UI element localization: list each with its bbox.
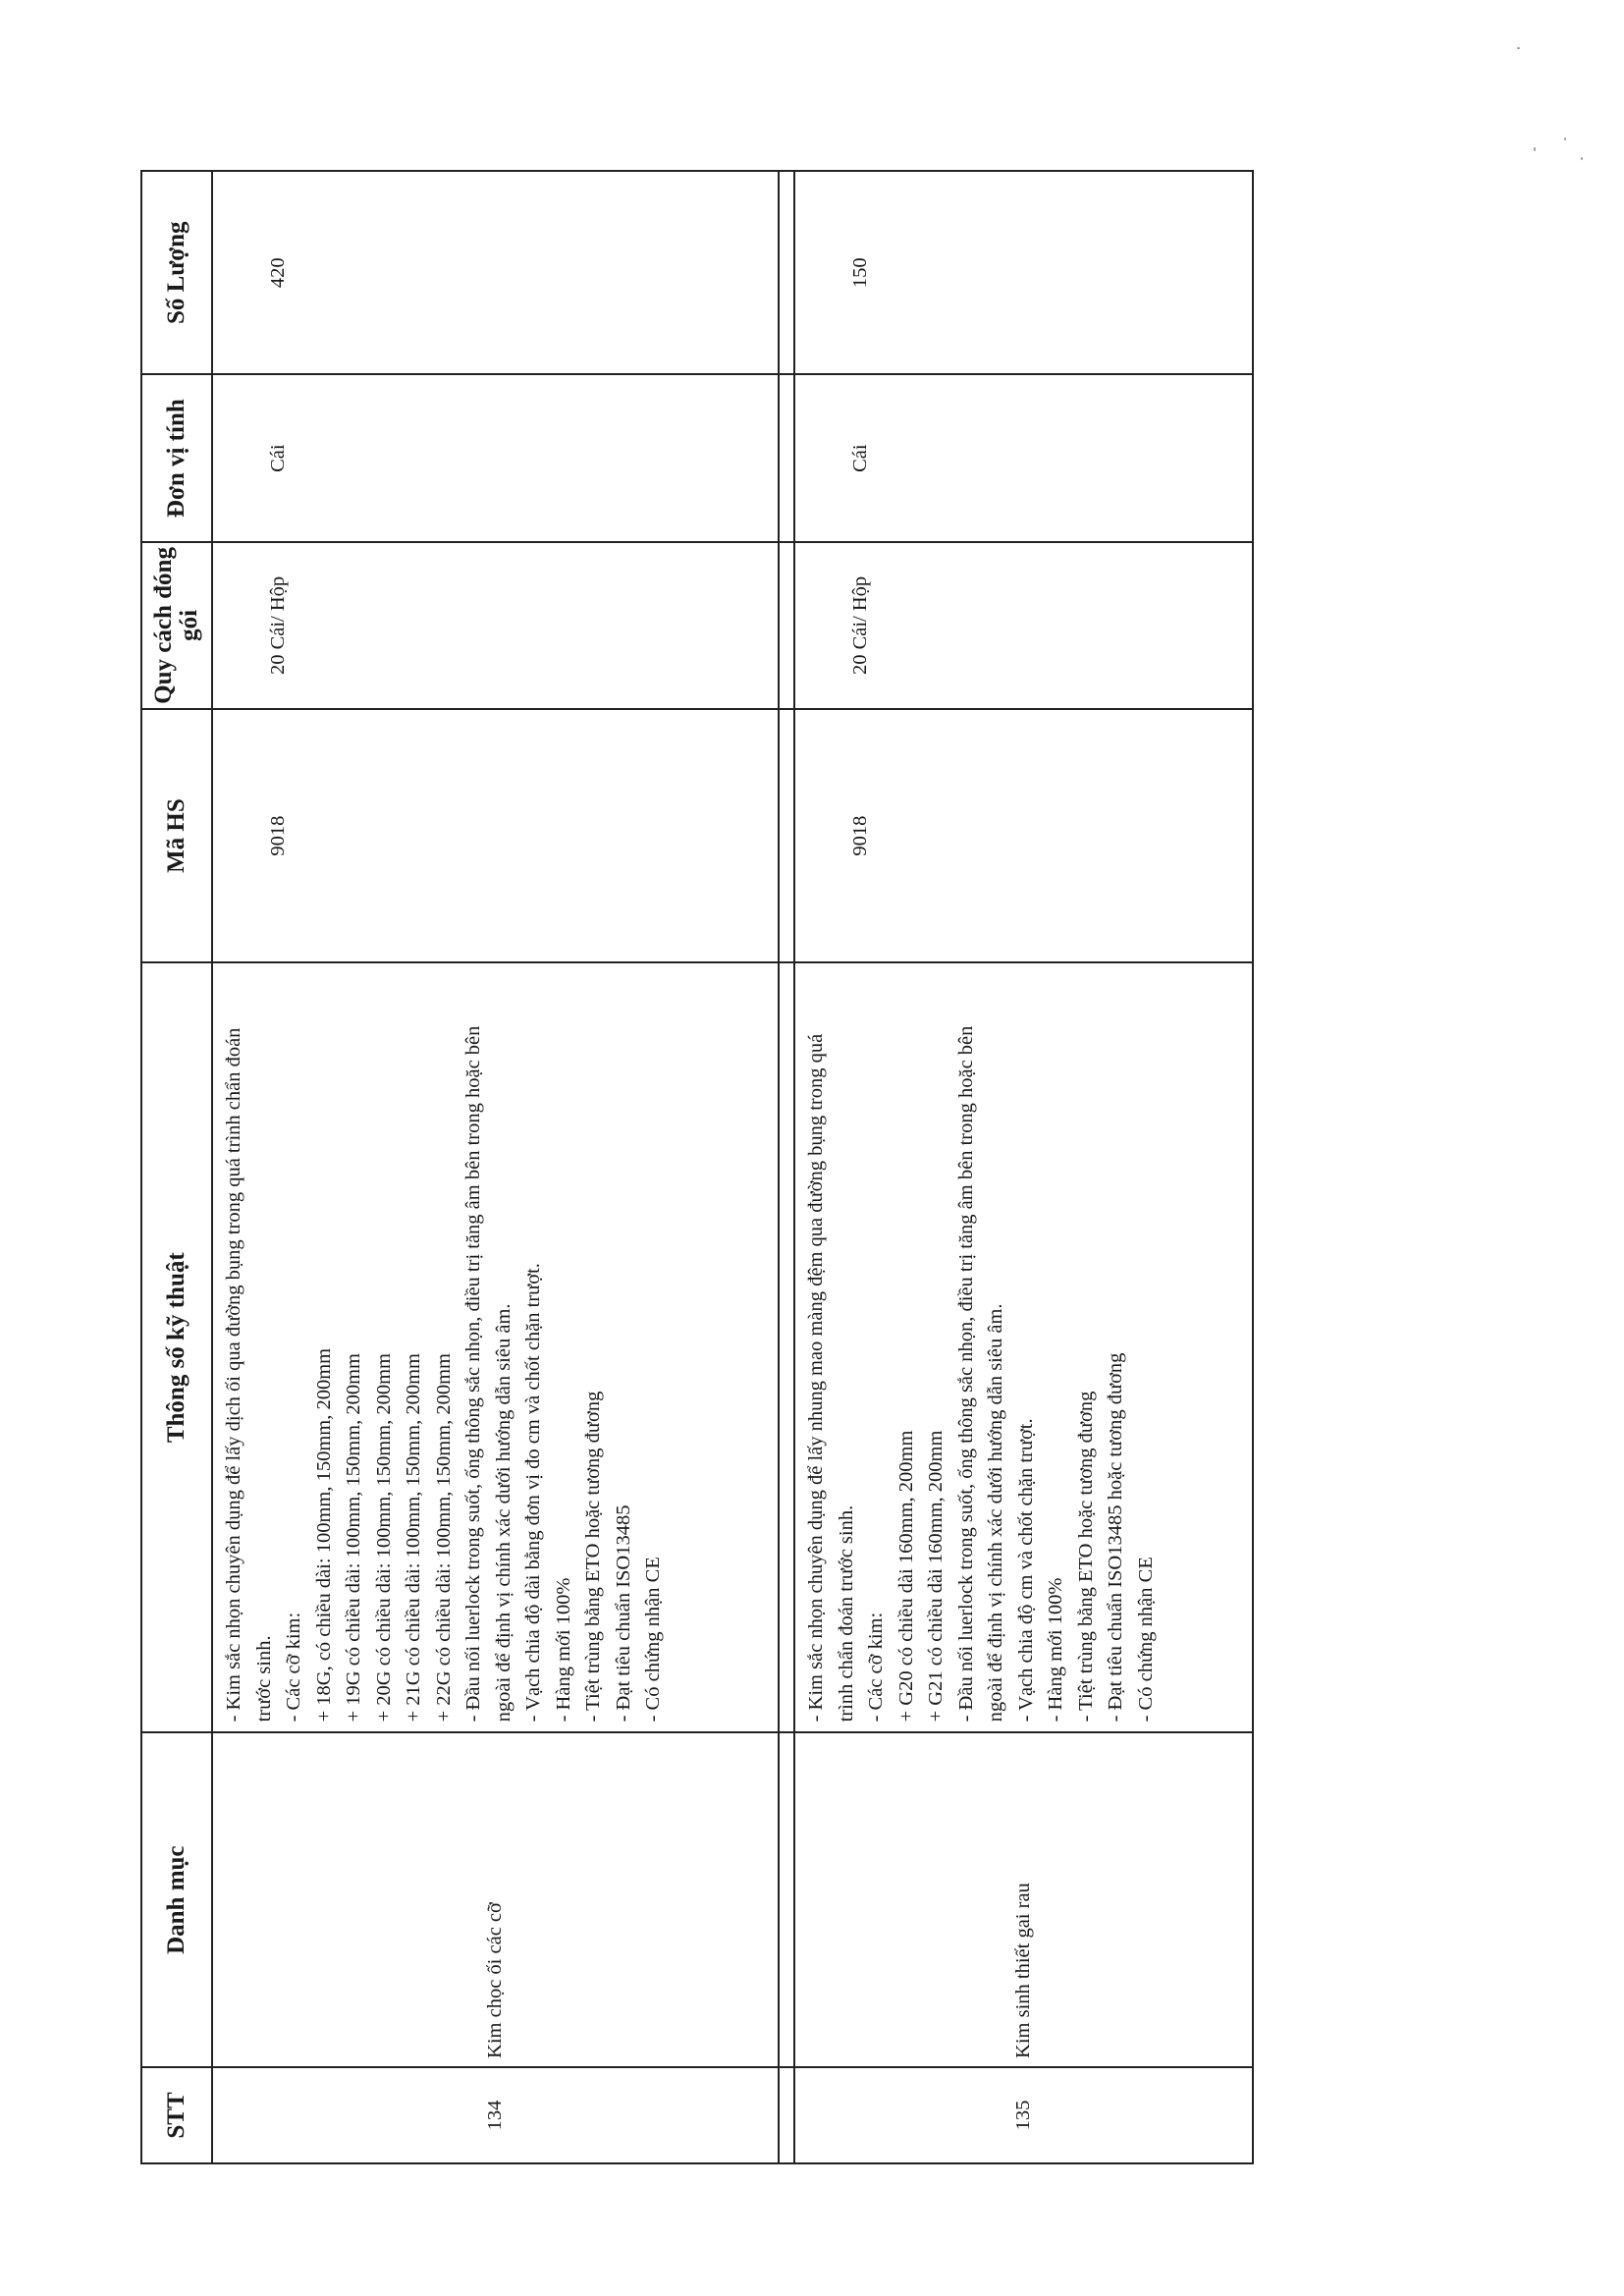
gap-cell	[779, 2067, 794, 2163]
spec-line: - Đầu nối luerlock trong suốt, ống thông sắc nhọn, điều trị tăng âm bên trong hoặc bên	[462, 1025, 484, 1722]
spec-table	[140, 170, 1254, 2164]
spec-line: - Tiệt trùng bằng ETO hoặc tương đương	[582, 1391, 604, 1722]
scan-speck	[1534, 147, 1536, 151]
scan-speck	[1517, 47, 1520, 49]
header-quantity: Số Lượng	[141, 171, 212, 375]
spec-line: + 20G có chiều dài: 100mm, 150mm, 200mm	[372, 1353, 395, 1722]
table-row	[212, 171, 779, 2163]
spec-line: - Có chứng nhận CE	[1134, 1557, 1157, 1722]
header-stt: STT	[141, 2067, 212, 2163]
gap-cell	[779, 962, 794, 1732]
spec-line: trước sinh.	[252, 1635, 275, 1722]
spec-line: - Kim sắc nhọn chuyên dụng để lấy nhung mao màng đệm qua đường bụng trong quá	[805, 1033, 827, 1722]
cell-hs-code: 9018	[212, 709, 779, 962]
spec-line: ngoài để định vị chính xác dưới hướng dẫn siêu âm.	[985, 1303, 1006, 1722]
rotated-table-page	[140, 170, 1157, 2164]
scan-speck	[1581, 157, 1583, 160]
cell-category: Kim chọc ối các cỡ	[212, 1732, 779, 2067]
spec-line: trình chẩn đoán trước sinh.	[835, 1504, 857, 1722]
spec-line: - Vạch chia độ cm và chốt chặn trượt.	[1014, 1418, 1037, 1722]
spec-line: + G20 có chiều dài 160mm, 200mm	[894, 1430, 917, 1722]
cell-quantity: 420	[212, 171, 779, 375]
spec-line: - Vạch chia độ dài bằng đơn vị đo cm và chốt chặn trượt.	[522, 1263, 544, 1722]
spec-line: - Các cỡ kim:	[283, 1612, 304, 1722]
spec-line: + 18G, có chiều dài: 100mm, 150mm, 200mm	[312, 1347, 335, 1722]
spec-line: + 19G có chiều dài: 100mm, 150mm, 200mm	[343, 1353, 364, 1722]
gap-cell	[779, 171, 794, 375]
header-packaging: Quy cách đóng gói	[141, 542, 212, 709]
spec-line: - Kim sắc nhọn chuyên dụng để lấy dịch ối qua đường bụng trong quá trình chẩn đoán	[223, 1027, 244, 1722]
scan-speck	[1564, 137, 1566, 140]
table-header-row	[141, 171, 212, 2163]
spec-line: - Hàng mới 100%	[552, 1577, 574, 1722]
gap-cell	[779, 542, 794, 709]
cell-quantity: 150	[794, 171, 1253, 375]
spec-line: - Đạt tiêu chuẩn ISO13485	[612, 1504, 634, 1722]
cell-packaging: 20 Cái/ Hộp	[794, 542, 1253, 709]
cell-packaging: 20 Cái/ Hộp	[212, 542, 779, 709]
cell-category: Kim sinh thiết gai rau	[794, 1732, 1253, 2067]
spec-line: - Hàng mới 100%	[1045, 1577, 1066, 1722]
header-category: Danh mục	[141, 1732, 212, 2067]
table-row	[794, 171, 1253, 2163]
spec-line: + G21 có chiều dài 160mm, 200mm	[925, 1430, 947, 1722]
cell-hs-code: 9018	[794, 709, 1253, 962]
table-row-gap	[779, 171, 794, 2163]
gap-cell	[779, 709, 794, 962]
cell-stt: 134	[212, 2067, 779, 2163]
spec-line: - Đạt tiêu chuẩn ISO13485 hoặc tương đương	[1105, 1352, 1126, 1722]
spec-line: - Đầu nối luerlock trong suốt, ống thông sắc nhọn, điều trị tăng âm bên trong hoặc bên	[954, 1025, 977, 1722]
header-spec: Thông số kỹ thuật	[141, 962, 212, 1732]
cell-spec	[212, 962, 779, 1732]
cell-stt: 135	[794, 2067, 1253, 2163]
spec-line: - Tiệt trùng bằng ETO hoặc tương đương	[1074, 1391, 1097, 1722]
cell-spec	[794, 962, 1253, 1732]
gap-cell	[779, 375, 794, 542]
cell-unit: Cái	[212, 375, 779, 542]
spec-line: + 21G có chiều dài: 100mm, 150mm, 200mm	[403, 1353, 424, 1722]
spec-line: - Có chứng nhận CE	[642, 1557, 664, 1722]
spec-line: - Các cỡ kim:	[865, 1612, 887, 1722]
spec-line: ngoài để định vị chính xác dưới hướng dẫn siêu âm.	[492, 1303, 514, 1722]
cell-unit: Cái	[794, 375, 1253, 542]
spec-line: + 22G có chiều dài: 100mm, 150mm, 200mm	[432, 1353, 455, 1722]
header-hs-code: Mã HS	[141, 709, 212, 962]
header-unit: Đơn vị tính	[141, 375, 212, 542]
gap-cell	[779, 1732, 794, 2067]
